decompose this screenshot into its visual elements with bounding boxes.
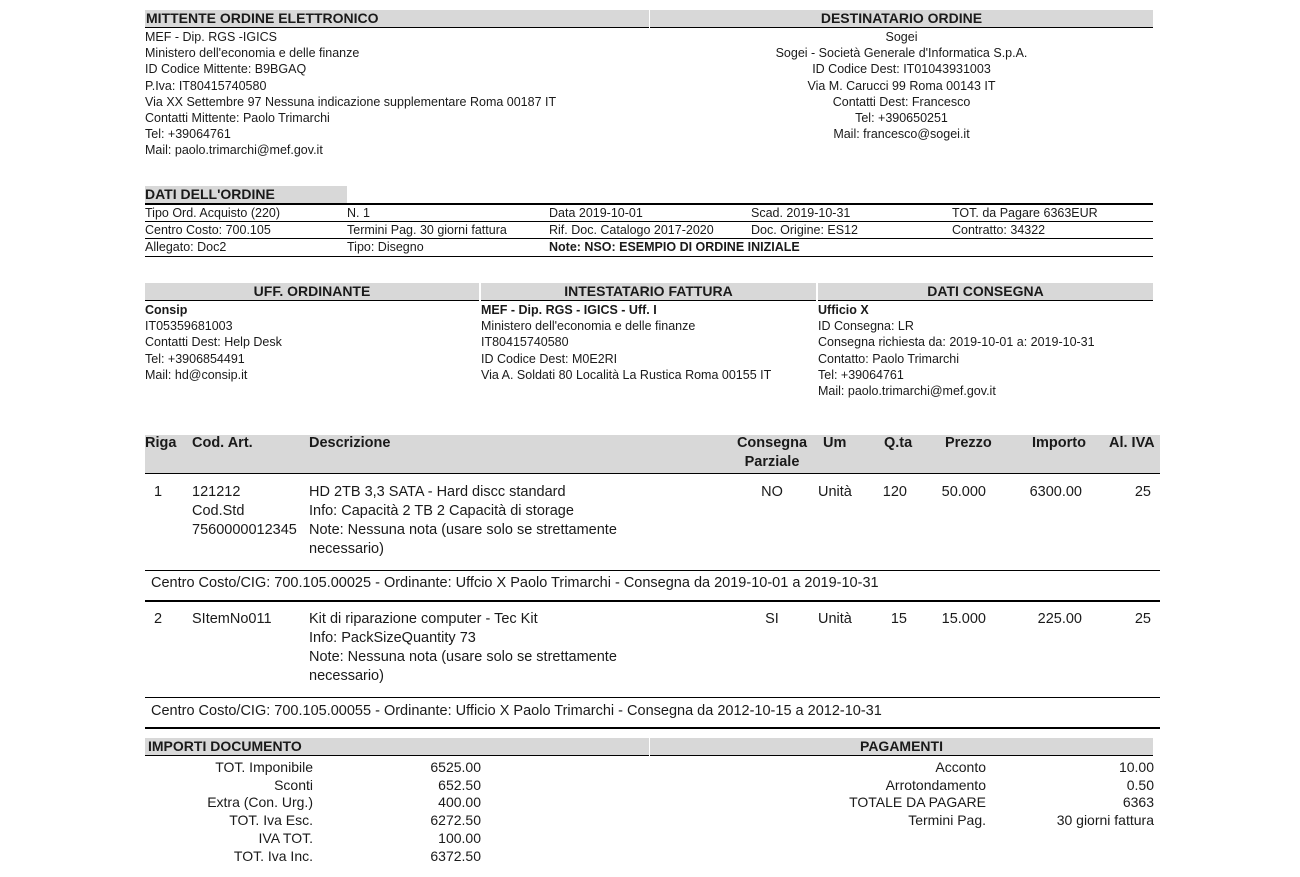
sender-line: Via XX Settembre 97 Nessuna indicazione supplementare Roma 00187 IT <box>145 94 557 109</box>
item-cod-line: 7560000012345 <box>192 522 297 538</box>
row-divider <box>145 697 1160 698</box>
payment-row <box>650 759 1154 777</box>
item-cod-line: SItemNo011 <box>192 611 272 627</box>
order-title: DATI DELL'ORDINE <box>145 186 275 202</box>
col-qta-header: Q.ta <box>884 435 913 451</box>
invoice-holder-name: MEF - Dip. RGS - IGICS - Uff. I <box>481 303 657 317</box>
item-prezzo: 15.000 <box>941 611 986 627</box>
amount-row <box>145 794 485 812</box>
item-footer: Centro Costo/CIG: 700.105.00025 - Ordinante: Uffcio X Paolo Trimarchi - Consegna da 2019-10-01 a 2019-10-31 <box>151 575 879 591</box>
item-footer: Centro Costo/CIG: 700.105.00055 - Ordinante: Ufficio X Paolo Trimarchi - Consegna da 2012-10-15 a 2012-10-31 <box>151 703 882 719</box>
amount-label: IVA TOT. <box>258 829 313 846</box>
payment-label: TOTALE DA PAGARE <box>849 794 986 811</box>
item-cod-line: 121212 <box>192 484 241 500</box>
item-desc <box>309 483 617 559</box>
delivery-header <box>818 283 1153 301</box>
sender-line: Mail: paolo.trimarchi@mef.gov.it <box>145 143 323 158</box>
invoice-holder-header <box>481 283 816 301</box>
payment-label: Termini Pag. <box>908 812 986 829</box>
amount-value: 6525.00 <box>430 759 481 775</box>
col-consegna-header <box>731 434 813 472</box>
amounts-title: IMPORTI DOCUMENTO <box>148 738 302 754</box>
delivery-name: Ufficio X <box>818 303 869 317</box>
col-um-header: Um <box>823 435 847 451</box>
sender-line: Tel: +39064761 <box>145 127 231 142</box>
item-riga: 2 <box>154 611 163 627</box>
ordering-office-line: Tel: +3906854491 <box>145 351 245 366</box>
amounts-header <box>145 738 649 756</box>
item-cod <box>192 610 272 629</box>
amount-value: 100.00 <box>438 829 481 846</box>
item-desc-line: Note: Nessuna nota (usare solo se strettamente <box>309 522 617 538</box>
order-cell: Contratto: 34322 <box>952 223 1046 237</box>
amount-label: TOT. Iva Esc. <box>229 812 313 829</box>
col-riga-header: Riga <box>145 435 177 451</box>
payment-value: 0.50 <box>1126 776 1154 793</box>
payment-value: 30 giorni fattura <box>1056 812 1154 829</box>
item-cod <box>192 483 297 540</box>
item-desc-line: Info: Capacità 2 TB 2 Capacità di storage <box>309 503 574 519</box>
order-cell: Scad. 2019-10-31 <box>751 206 851 220</box>
item-consegna: NO <box>761 484 783 500</box>
item-consegna: SI <box>765 611 779 627</box>
ordering-office-header <box>145 283 479 301</box>
amount-label: TOT. Iva Inc. <box>233 847 313 864</box>
delivery-line: ID Consegna: LR <box>818 319 914 334</box>
item-importo: 225.00 <box>1037 611 1082 627</box>
order-cell: Centro Costo: 700.105 <box>145 223 271 237</box>
sender-header <box>145 10 649 28</box>
payment-label: Arrotondamento <box>885 776 986 793</box>
col-importo-header: Importo <box>1032 435 1086 451</box>
amounts-table <box>145 759 485 865</box>
order-cell: Data 2019-10-01 <box>549 206 643 220</box>
item-um: Unità <box>818 611 852 627</box>
item-desc-line: Note: Nessuna nota (usare solo se strettamente <box>309 649 617 665</box>
amount-row <box>145 777 485 795</box>
amount-label: Sconti <box>274 776 313 793</box>
payment-row <box>650 794 1154 812</box>
order-cell: Termini Pag. 30 giorni fattura <box>347 223 507 237</box>
invoice-holder-line: Ministero dell'economia e delle finanze <box>481 319 696 334</box>
payment-value: 6363 <box>1122 794 1154 811</box>
order-cell: Tipo: Disegno <box>347 240 424 254</box>
amount-row <box>145 759 485 777</box>
item-iva: 25 <box>1134 611 1151 627</box>
payment-row <box>650 777 1154 795</box>
order-cell: Allegato: Doc2 <box>145 240 227 254</box>
row-divider <box>145 727 1160 729</box>
sender-line: ID Codice Mittente: B9BGAQ <box>145 62 307 77</box>
item-prezzo: 50.000 <box>941 484 986 500</box>
ordering-office-line: Mail: hd@consip.it <box>145 367 248 382</box>
recipient-line: Sogei - Società Generale d'Informatica S.p.A. <box>775 46 1028 61</box>
row-divider <box>145 600 1160 602</box>
order-header <box>145 186 347 203</box>
col-consegna-header-line2: Parziale <box>744 454 800 470</box>
item-qta: 120 <box>882 484 907 500</box>
payments-table <box>650 759 1154 830</box>
sender-line: P.Iva: IT80415740580 <box>145 78 267 93</box>
recipient-title: DESTINATARIO ORDINE <box>820 10 983 26</box>
payments-header <box>650 738 1153 756</box>
order-cell: Rif. Doc. Catalogo 2017-2020 <box>549 223 714 237</box>
recipient-line: Contatti Dest: Francesco <box>832 94 971 109</box>
ordering-office-line: IT05359681003 <box>145 319 233 334</box>
sender-line: MEF - Dip. RGS -IGICS <box>145 30 277 44</box>
invoice-holder-line: IT80415740580 <box>481 335 569 350</box>
delivery-line: Tel: +39064761 <box>818 367 904 382</box>
payment-value: 10.00 <box>1118 759 1154 775</box>
amount-value: 400.00 <box>438 794 481 811</box>
col-iva-header: Al. IVA <box>1109 435 1155 451</box>
item-cod-line: Cod.Std <box>192 503 245 519</box>
delivery-line: Consegna richiesta da: 2019-10-01 a: 2019-10-31 <box>818 335 1095 350</box>
delivery-line: Mail: paolo.trimarchi@mef.gov.it <box>818 384 996 399</box>
payment-row <box>650 812 1154 830</box>
amount-value: 652.50 <box>438 776 481 793</box>
recipient-line: ID Codice Dest: IT01043931003 <box>812 62 991 77</box>
sender-line: Ministero dell'economia e delle finanze <box>145 46 360 61</box>
sender-line: Contatti Mittente: Paolo Trimarchi <box>145 111 330 126</box>
item-desc-line: necessario) <box>309 541 384 557</box>
recipient-line: Via M. Carucci 99 Roma 00143 IT <box>807 78 996 93</box>
item-riga: 1 <box>154 484 163 500</box>
delivery-block <box>818 302 1153 399</box>
order-cell: Doc. Origine: ES12 <box>751 223 858 237</box>
recipient-block <box>650 29 1153 142</box>
item-desc <box>309 610 617 686</box>
invoice-holder-line: Via A. Soldati 80 Località La Rustica Roma 00155 IT <box>481 367 772 382</box>
ordering-office-title: UFF. ORDINANTE <box>253 283 371 299</box>
item-qta: 15 <box>890 611 907 627</box>
item-um: Unità <box>818 484 852 500</box>
amount-value: 6372.50 <box>430 847 481 864</box>
sender-title: MITTENTE ORDINE ELETTRONICO <box>146 10 379 26</box>
item-importo: 6300.00 <box>1029 484 1082 500</box>
col-cod-header: Cod. Art. <box>192 435 253 451</box>
amount-row <box>145 830 485 848</box>
ordering-office-line: Contatti Dest: Help Desk <box>145 335 282 350</box>
amount-label: Extra (Con. Urg.) <box>207 794 313 811</box>
order-cell: N. 1 <box>347 206 370 220</box>
recipient-line: Tel: +390650251 <box>855 111 948 126</box>
invoice-holder-line: ID Codice Dest: M0E2RI <box>481 351 618 366</box>
recipient-header <box>650 10 1153 28</box>
delivery-line: Contatto: Paolo Trimarchi <box>818 351 960 366</box>
order-row-divider <box>145 256 1153 257</box>
payment-label: Acconto <box>935 759 986 775</box>
col-consegna-header-line1: Consegna <box>736 435 808 451</box>
amount-row <box>145 848 485 866</box>
sender-block <box>145 29 645 159</box>
item-desc-line: Kit di riparazione computer - Tec Kit <box>309 611 538 627</box>
row-divider <box>145 570 1160 571</box>
amount-value: 6272.50 <box>430 812 481 829</box>
invoice-holder-title: INTESTATARIO FATTURA <box>564 283 733 299</box>
ordering-office-name: Consip <box>145 303 188 317</box>
payments-title: PAGAMENTI <box>860 738 943 754</box>
item-iva: 25 <box>1134 484 1151 500</box>
amount-row <box>145 812 485 830</box>
col-desc-header: Descrizione <box>309 435 391 451</box>
ordering-office-block <box>145 302 475 383</box>
item-desc-line: Info: PackSizeQuantity 73 <box>309 630 476 646</box>
recipient-line: Sogei <box>885 30 918 44</box>
recipient-line: Mail: francesco@sogei.it <box>833 127 970 142</box>
invoice-holder-block <box>481 302 816 383</box>
delivery-title: DATI CONSEGNA <box>927 283 1044 299</box>
amount-label: TOT. Imponibile <box>215 759 313 775</box>
item-desc-line: necessario) <box>309 668 384 684</box>
order-cell: TOT. da Pagare 6363EUR <box>952 206 1098 220</box>
items-header-row <box>145 435 1160 474</box>
order-cell: Tipo Ord. Acquisto (220) <box>145 206 281 220</box>
col-prezzo-header: Prezzo <box>945 435 992 451</box>
order-note: Note: NSO: ESEMPIO DI ORDINE INIZIALE <box>549 240 800 254</box>
item-desc-line: HD 2TB 3,3 SATA - Hard discc standard <box>309 484 566 500</box>
